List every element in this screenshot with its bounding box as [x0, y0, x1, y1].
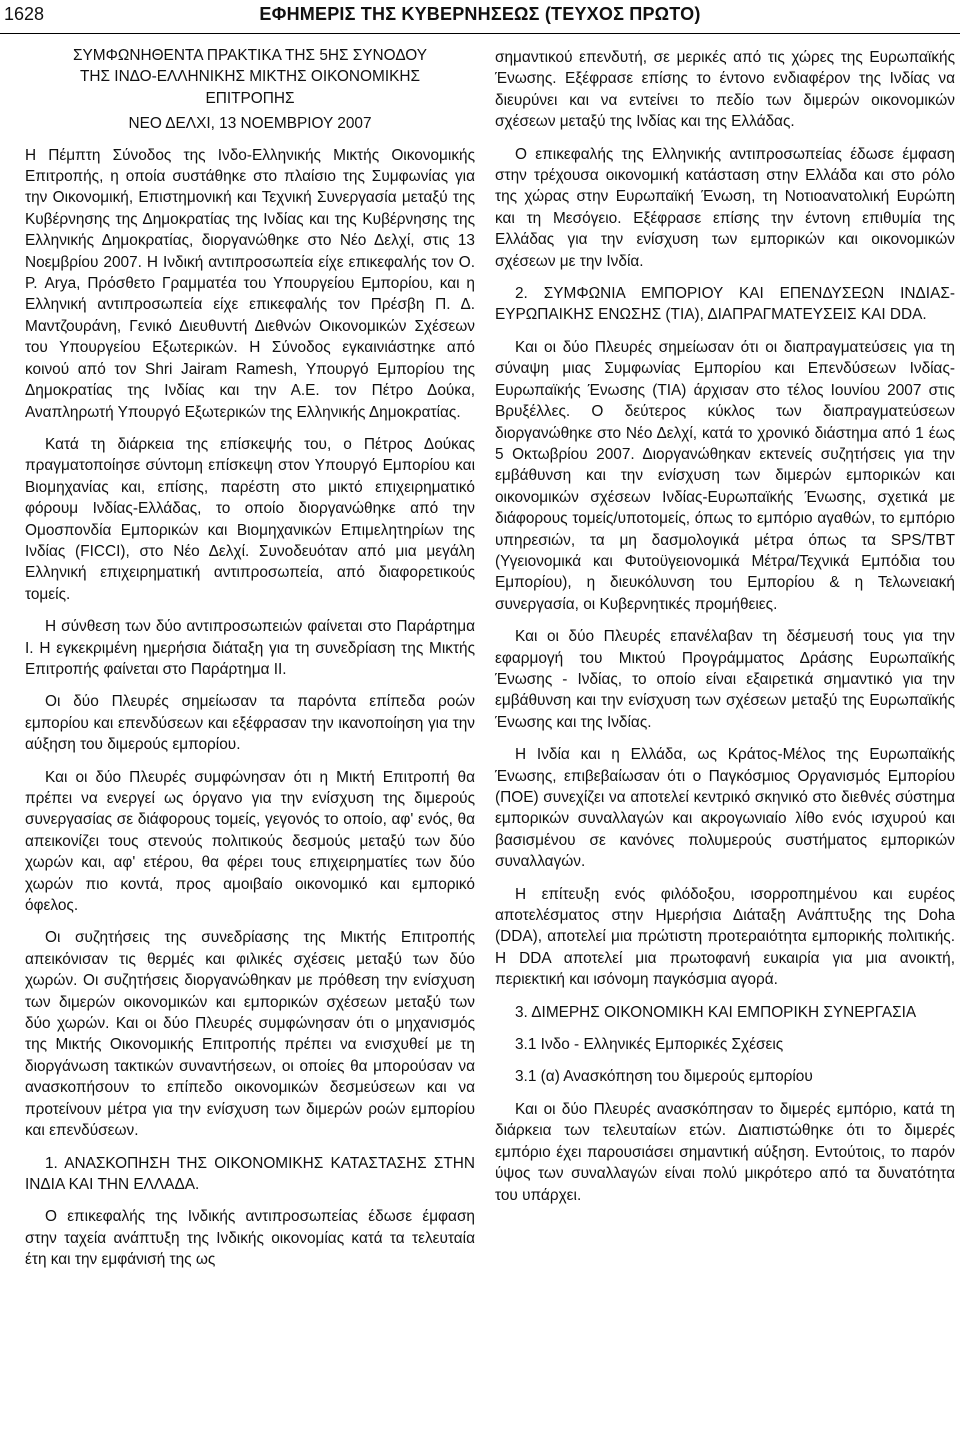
- gazette-title: ΕΦΗΜΕΡΙΣ ΤΗΣ ΚΥΒΕΡΝΗΣΕΩΣ (ΤΕΥΧΟΣ ΠΡΩΤΟ): [259, 4, 701, 24]
- dateline: ΝΕΟ ΔΕΛΧΙ, 13 ΝΟΕΜΒΡΙΟΥ 2007: [128, 115, 372, 133]
- paragraph: σημαντικού επενδυτή, σε μερικές από τις χώρες της Ευρωπαϊκής Ένωσης. Εξέφρασε επίσης το έντονο ενδιαφέρον της Ινδίας να διευρύνει και να εντείνει το πεδίο των διμερών οικονομικών σχέσεων μεταξύ της Ινδίας και της Ελλάδας.: [495, 49, 955, 131]
- paragraph: Η σύνθεση των δύο αντιπροσωπειών φαίνεται στο Παράρτημα Ι. Η εγκεκριμένη ημερήσια διάταξη για τη συνεδρίαση της Μικτής Επιτροπής φαίνεται στο Παράρτημα ΙΙ.: [25, 618, 475, 678]
- right-column: [495, 47, 955, 1217]
- title-line: ΤΗΣ ΙΝΔΟ-ΕΛΛΗΝΙΚΗΣ ΜΙΚΤΗΣ ΟΙΚΟΝΟΜΙΚΗΣ: [79, 68, 420, 86]
- page-header: [0, 0, 960, 36]
- header-rule: [0, 33, 960, 34]
- paragraph: Ο επικεφαλής της Ελληνικής αντιπροσωπείας έδωσε έμφαση στην τρέχουσα οικονομική κατάσταση στην Ελλάδα και στο ρόλο της χώρας στην Ευρωπαϊκή Ένωση, τη Νοτιοανατολική Ευρώπη και τη Μεσόγειο. Εξέφρασε επίσης την έντονη επιθυμία της Ελλάδας για την ενίσχυση των εμπορικών και οικονομικών σχέσεων με την Ινδία.: [495, 145, 955, 270]
- title-line: ΕΠΙΤΡΟΠΗΣ: [205, 89, 295, 107]
- page-number: 1628: [4, 4, 45, 24]
- subsection-heading: 3.1 (α) Ανασκόπηση του διμερούς εμπορίου: [515, 1068, 813, 1086]
- paragraph: Και οι δύο Πλευρές επανέλαβαν τη δέσμευσή τους για την εφαρμογή του Μικτού Προγράμματος Δράσης Ευρωπαϊκής Ένωσης - Ινδίας, το οποίο είναι εξαιρετικά σημαντικό για την εμβάθυνση και την ενίσχυση των σχέσεων μεταξύ της Ευρωπαϊκής Ένωσης και της Ινδίας.: [495, 628, 955, 731]
- subsection-heading: 3.1 Ινδο - Ελληνικές Εμπορικές Σχέσεις: [515, 1036, 784, 1054]
- section-heading: 3. ΔΙΜΕΡΗΣ ΟΙΚΟΝΟΜΙΚΗ ΚΑΙ ΕΜΠΟΡΙΚΗ ΣΥΝΕΡΓΑΣΙΑ: [515, 1003, 917, 1021]
- paragraph: Και οι δύο Πλευρές ανασκόπησαν το διμερές εμπόριο, κατά τη διάρκεια των τελευταίων ετών. Διαπιστώθηκε ότι το διμερές εμπόριο έχει παρουσιάσει σημαντική αύξηση. Εντούτοις, το παρόν ύψος των συναλλαγών είναι πολύ μικρότερο από τα δυνατότητα του υπάρχει.: [495, 1100, 955, 1204]
- paragraph: Η Πέμπτη Σύνοδος της Ινδο-Ελληνικής Μικτής Οικονομικής Επιτροπής, η οποία συστάθηκε στο πλαίσιο της Συμφωνίας για την Οικονομική, Επιστημονική και Τεχνική Συνεργασία μεταξύ της Κυβέρνησης της Δημοκρατίας της Ινδίας και της Κυβέρνησης της Ελληνικής Δημοκρατίας, διοργανώθηκε στο Νέο Δελχί, στις 13 Νοεμβρίου 2007. Η Ινδική αντιπροσωπεία είχε επικεφαλής τον Ο. Ρ. Arya, Πρόσθετο Γραμματέα του Υπουργείου Εμπορίου, και η Ελληνική αντιπροσωπεία είχε επικεφαλής τον Πρέσβη Π. Δ. Μαντζουράνη, Γενικό Διευθυντή Διεθνών Οικονομικών Σχέσεων του Υπουργείου Εξωτερικών. Η Σύνοδος εγκαινιάστηκε από κοινού από τον Shri Jairam Ramesh, Υπουργό Εμπορίου της Δημοκρατίας της Ινδίας και την Α.Ε. τον Πέτρο Δούκα, Αναπληρωτή Υπουργό Εξωτερικών της Ελληνικής Δημοκρατίας.: [25, 146, 475, 421]
- paragraph: Η Ινδία και η Ελλάδα, ως Κράτος-Μέλος της Ευρωπαϊκής Ένωσης, επιβεβαίωσαν ότι ο Παγκόσμιος Οργανισμός Εμπορίου (ΠΟΕ) συνεχίζει να αποτελεί κεντρικό σκηνικό στο διεθνές σύστημα εμπορικών συναλλαγών και ακρογωνιαίο λίθο ενός ισχυρού και βασισμένου σε κανόνες πολυμερούς συστήματος εμπορικών συναλλαγών.: [495, 746, 955, 871]
- paragraph: Οι συζητήσεις της συνεδρίασης της Μικτής Επιτροπής απεικόνισαν τις θερμές και φιλικές σχέσεις μεταξύ των δύο χωρών. Οι συζητήσεις διοργανώθηκαν με πρόθεση την ενίσχυση των διμερών οικονομικών και εμπορικών σχέσεων μεταξύ των δύο χωρών. Και οι δύο Πλευρές συμφώνησαν ότι ο μηχανισμός της Μικτής Οικονομικής Επιτροπής πρέπει να ενισχυθεί με τη διοργάνωση τακτικών συναντήσεων, οι οποίες θα μπορούσαν να ανασκοπήσουν το επίπεδο οικονομικών δεσμεύσεων και να προτείνουν μέτρα για την ενίσχυση των διμερών ροών εμπορίου και επενδύσεων.: [25, 929, 475, 1140]
- section-heading: 1. ΑΝΑΣΚΟΠΗΣΗ ΤΗΣ ΟΙΚΟΝΟΜΙΚΗΣ ΚΑΤΑΣΤΑΣΗΣ ΣΤΗΝ ΙΝΔΙΑ ΚΑΙ ΤΗΝ ΕΛΛΑΔΑ.: [25, 1154, 475, 1193]
- paragraph: Ο επικεφαλής της Ινδικής αντιπροσωπείας έδωσε έμφαση στην ταχεία ανάπτυξη της Ινδικής οικονομίας κατά τα τελευταία έτη και την εμφάνισή της ως: [25, 1208, 475, 1269]
- paragraph: Η επίτευξη ενός φιλόδοξου, ισορροπημένου και ευρέος αποτελέσματος στην Ημερήσια Διάταξη Ανάπτυξης της Doha (DDA), αποτελεί μια πρώτιστη προτεραιότητα εμπορικής πολιτικής. Η DDA αποτελεί μια πρωτοφανή ευκαιρία για μια ανοικτή, περιεκτική και ισόνομη παγκόσμια αγορά.: [495, 885, 955, 989]
- left-column: [25, 45, 475, 1282]
- paragraph: Και οι δύο Πλευρές σημείωσαν ότι οι διαπραγματεύσεις για τη σύναψη μιας Συμφωνίας Εμπορίου και Επενδύσεων Ινδίας-Ευρωπαϊκής Ένωσης (ΤΙΑ) άρχισαν στο τέλος Ιουνίου 2007 στις Βρυξέλλες. Ο δεύτερος κύκλος των διαπραγματεύσεων διοργανώθηκε στο Νέο Δελχί, κατά το χρονικό διάστημα από 1 έως 5 Οκτωβρίου 2007. Διοργανώθηκαν εκτενείς συζητήσεις για την εμβάθυνση και την ενίσχυση των διμερών εμπορικών και οικονομικών σχέσεων Ινδίας-Ευρωπαϊκής Ένωσης, σχετικά με διάφορους τομείς/υποτομείς, όπως το εμπόριο αγαθών, το εμπόριο υπηρεσιών, τα μη δασμολογικά μέτρα όπως τα SPS/ΤΒΤ (Υγειονομικά και Φυτοϋγειονομικά Μέτρα/Τεχνικά Εμπόδια του Εμπορίου), η διευκόλυνση του Εμπορίου & η Τελωνειακή συνεργασία, οι Κυβερνητικές προμήθειες.: [495, 338, 955, 613]
- paragraph: Οι δύο Πλευρές σημείωσαν τα παρόντα επίπεδα ροών εμπορίου και επενδύσεων και εξέφρασαν την ικανοποίηση για την αύξηση του διμερούς εμπορίου.: [25, 693, 475, 754]
- paragraph: Και οι δύο Πλευρές συμφώνησαν ότι η Μικτή Επιτροπή θα πρέπει να ενεργεί ως όργανο για την ενίσχυση της διμερούς συνεργασίας σε διάφορους τομείς, γεγονός το οποίο, αφ' ενός, θα απεικονίζει τους στενούς πολιτικούς δεσμούς μεταξύ των δύο χωρών και, αφ' ετέρου, θα φέρει τους επιχειρηματίες των δύο χωρών πιο κοντά, προς αμοιβαίο οικονομικό και εμπορικό όφελος.: [25, 768, 475, 915]
- title-line: ΣΥΜΦΩΝΗΘΕΝΤΑ ΠΡΑΚΤΙΚΑ ΤΗΣ 5ΗΣ ΣΥΝΟΔΟΥ: [72, 47, 428, 64]
- document-title: [25, 45, 475, 135]
- paragraph: Κατά τη διάρκεια της επίσκεψής του, ο Πέτρος Δούκας πραγματοποίησε σύντομη επίσκεψη στον Υπουργό Εμπορίου και Βιομηχανίας και, επίσης, παρέστη στο μικτό επιχειρηματικό φόρουμ Ινδίας-Ελλάδας, το οποίο διοργανώθηκε από την Ομοσπονδία Εμπορικών και Βιομηχανικών Επιμελητηρίων της Ινδίας (FICCI), στο Νέο Δελχί. Συνοδευόταν από μια μεγάλη Ελληνική επιχειρηματική αντιπροσωπεία, από διαφορετικούς τομείς.: [25, 435, 475, 603]
- section-heading: 2. ΣΥΜΦΩΝΙΑ ΕΜΠΟΡΙΟΥ ΚΑΙ ΕΠΕΝΔΥΣΕΩΝ ΙΝΔΙΑΣ-ΕΥΡΩΠΑΙΚΗΣ ΕΝΩΣΗΣ (ΤΙΑ), ΔΙΑΠΡΑΓΜΑΤΕΥΣΕΙΣ ΚΑΙ DDA.: [495, 285, 955, 324]
